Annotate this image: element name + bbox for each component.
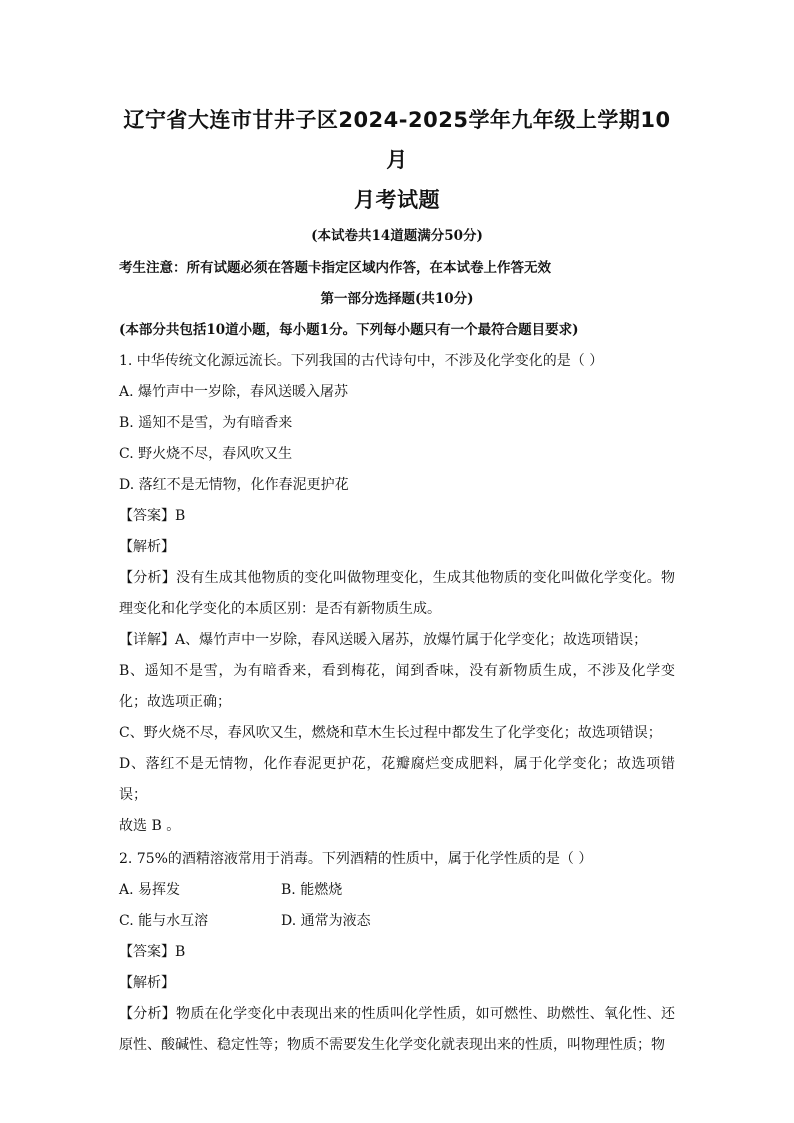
question-1-detail-d: D、落红不是无情物，化作春泥更护花，花瓣腐烂变成肥料，属于化学变化；故选项错误； xyxy=(119,756,675,803)
question-1-option-c: C. 野火烧不尽，春风吹又生 xyxy=(119,446,293,462)
document-content xyxy=(119,100,675,1061)
question-1-detail-c: C、野火烧不尽，春风吹又生，燃烧和草木生长过程中都发生了化学变化；故选项错误； xyxy=(119,725,662,741)
document-title-line-1: 辽宁省大连市甘井子区2024-2025学年九年级上学期10月 xyxy=(123,108,671,172)
question-1-option-b: B. 遥知不是雪，为有暗香来 xyxy=(119,415,293,431)
question-2-options-row-1 xyxy=(119,875,675,906)
part-description: (本部分共包括10道小题，每小题1分。下列每小题只有一个最符合题目要求) xyxy=(119,322,579,338)
question-1-answer: 【答案】B xyxy=(119,508,186,524)
question-1-option-d: D. 落红不是无情物，化作春泥更护花 xyxy=(119,477,349,493)
question-1-stem: 1. 中华传统文化源远流长。下列我国的古代诗句中，不涉及化学变化的是（ ） xyxy=(119,353,604,369)
question-1-detail-a: 【详解】A、爆竹声中一岁除，春风送暖入屠苏，放爆竹属于化学变化；故选项错误； xyxy=(119,632,648,648)
question-2-analysis-label: 【解析】 xyxy=(119,975,175,991)
exam-subtitle: (本试卷共14道题满分50分) xyxy=(311,228,483,244)
question-2-stem: 2. 75%的酒精溶液常用于消毒。下列酒精的性质中，属于化学性质的是（ ） xyxy=(119,851,593,867)
question-1-detail-b: B、遥知不是雪，为有暗香来，看到梅花，闻到香味，没有新物质生成，不涉及化学变化；故选项正确； xyxy=(119,663,675,710)
question-2-analysis-fenxi: 【分析】物质在化学变化中表现出来的性质叫化学性质，如可燃性、助燃性、氧化性、还原性、酸碱性、稳定性等；物质不需要发生化学变化就表现出来的性质，叫物理性质；物 xyxy=(119,1006,675,1053)
question-1-conclusion: 故选 B 。 xyxy=(119,818,181,834)
question-1-analysis-fenxi: 【分析】没有生成其他物质的变化叫做物理变化，生成其他物质的变化叫做化学变化。物理变化和化学变化的本质区别：是否有新物质生成。 xyxy=(119,570,675,617)
question-2-option-c: C. 能与水互溶 xyxy=(119,913,209,929)
document-title-line-2: 月考试题 xyxy=(354,188,440,212)
exam-notice: 考生注意：所有试题必须在答题卡指定区域内作答，在本试卷上作答无效 xyxy=(119,260,551,276)
question-2-answer: 【答案】B xyxy=(119,944,186,960)
question-1-analysis-label: 【解析】 xyxy=(119,539,175,555)
question-2-option-a: A. 易挥发 xyxy=(119,882,181,898)
question-2-options-row-2 xyxy=(119,906,675,937)
part-title: 第一部分选择题(共10分) xyxy=(320,291,474,307)
question-1-option-a: A. 爆竹声中一岁除，春风送暖入屠苏 xyxy=(119,384,349,400)
question-2-option-d: D. 通常为液态 xyxy=(281,913,371,929)
question-2-option-b: B. 能燃烧 xyxy=(281,882,343,898)
